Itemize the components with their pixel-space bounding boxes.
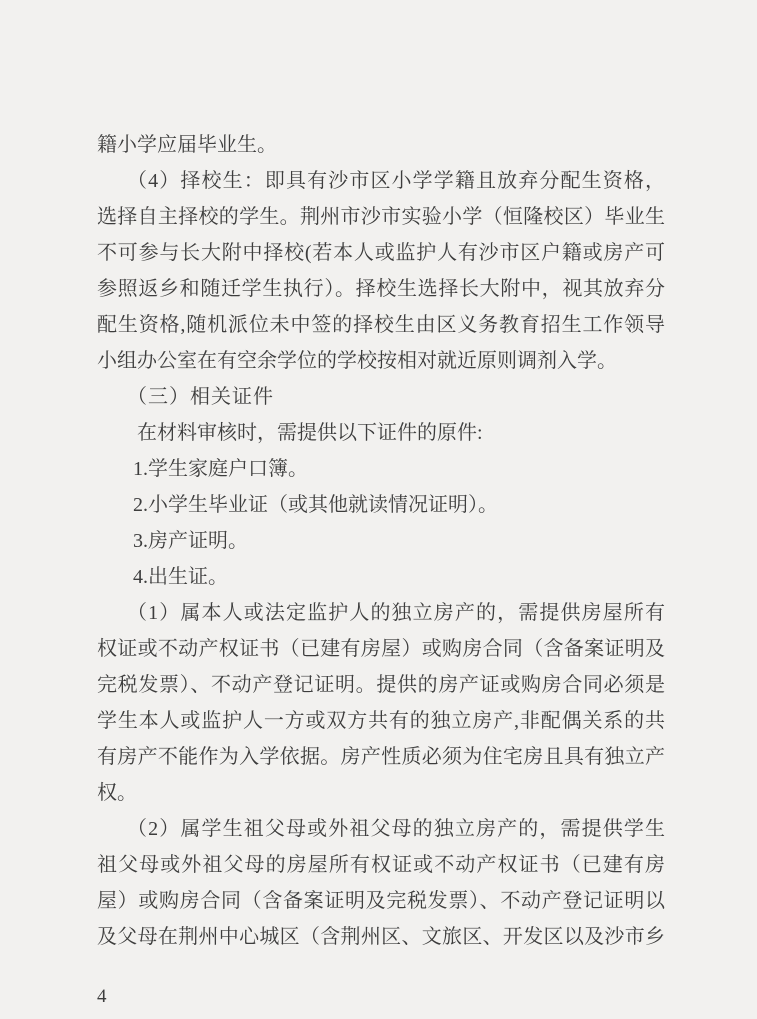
text-line: 在材料审核时，需提供以下证件的原件: xyxy=(137,422,483,444)
text-line: 配生资格,随机派位未中签的择校生由区义务教育招生工作领导 xyxy=(97,314,665,336)
text-line-paragraph-2-start: （2）属学生祖父母或外祖父母的独立房产的，需提供学生 xyxy=(127,818,665,840)
text-line-paragraph-1-start: （1）属本人或法定监护人的独立房产的，需提供房屋所有 xyxy=(127,602,665,624)
list-item: 4.出生证。 xyxy=(133,566,228,588)
text-line: 学生本人或监护人一方或双方共有的独立房产,非配偶关系的共 xyxy=(97,710,665,732)
text-line: 及父母在荆州中心城区（含荆州区、文旅区、开发区以及沙市乡 xyxy=(97,926,665,948)
list-item: 3.房产证明。 xyxy=(133,530,248,552)
text-line: 权证或不动产权证书（已建有房屋）或购房合同（含备案证明及 xyxy=(97,638,665,660)
section-heading: （三）相关证件 xyxy=(127,386,274,408)
list-item: 1.学生家庭户口簿。 xyxy=(133,458,308,480)
text-line-paragraph-4-start: （4）择校生：即具有沙市区小学学籍且放弃分配生资格， xyxy=(127,170,665,192)
text-line: 完税发票）、不动产登记证明。提供的房产证或购房合同必须是 xyxy=(97,674,665,696)
text-line: 权。 xyxy=(97,782,137,804)
document-body-text xyxy=(97,127,665,955)
page-number: 4 xyxy=(97,986,107,1007)
text-line: 参照返乡和随迁学生执行）。择校生选择长大附中，视其放弃分 xyxy=(97,278,665,300)
text-line: 祖父母或外祖父母的房屋所有权证或不动产权证书（已建有房 xyxy=(97,854,665,876)
text-line: 有房产不能作为入学依据。房产性质必须为住宅房且具有独立产 xyxy=(97,746,665,768)
text-line: 屋）或购房合同（含备案证明及完税发票）、不动产登记证明以 xyxy=(97,890,665,912)
text-line: 选择自主择校的学生。荆州市沙市实验小学（恒隆校区）毕业生 xyxy=(97,206,665,228)
text-line: 小组办公室在有空余学位的学校按相对就近原则调剂入学。 xyxy=(97,350,617,372)
text-line: 籍小学应届毕业生。 xyxy=(97,134,277,156)
list-item: 2.小学生毕业证（或其他就读情况证明）。 xyxy=(133,494,498,516)
text-line: 不可参与长大附中择校(若本人或监护人有沙市区户籍或房产可 xyxy=(97,242,665,264)
